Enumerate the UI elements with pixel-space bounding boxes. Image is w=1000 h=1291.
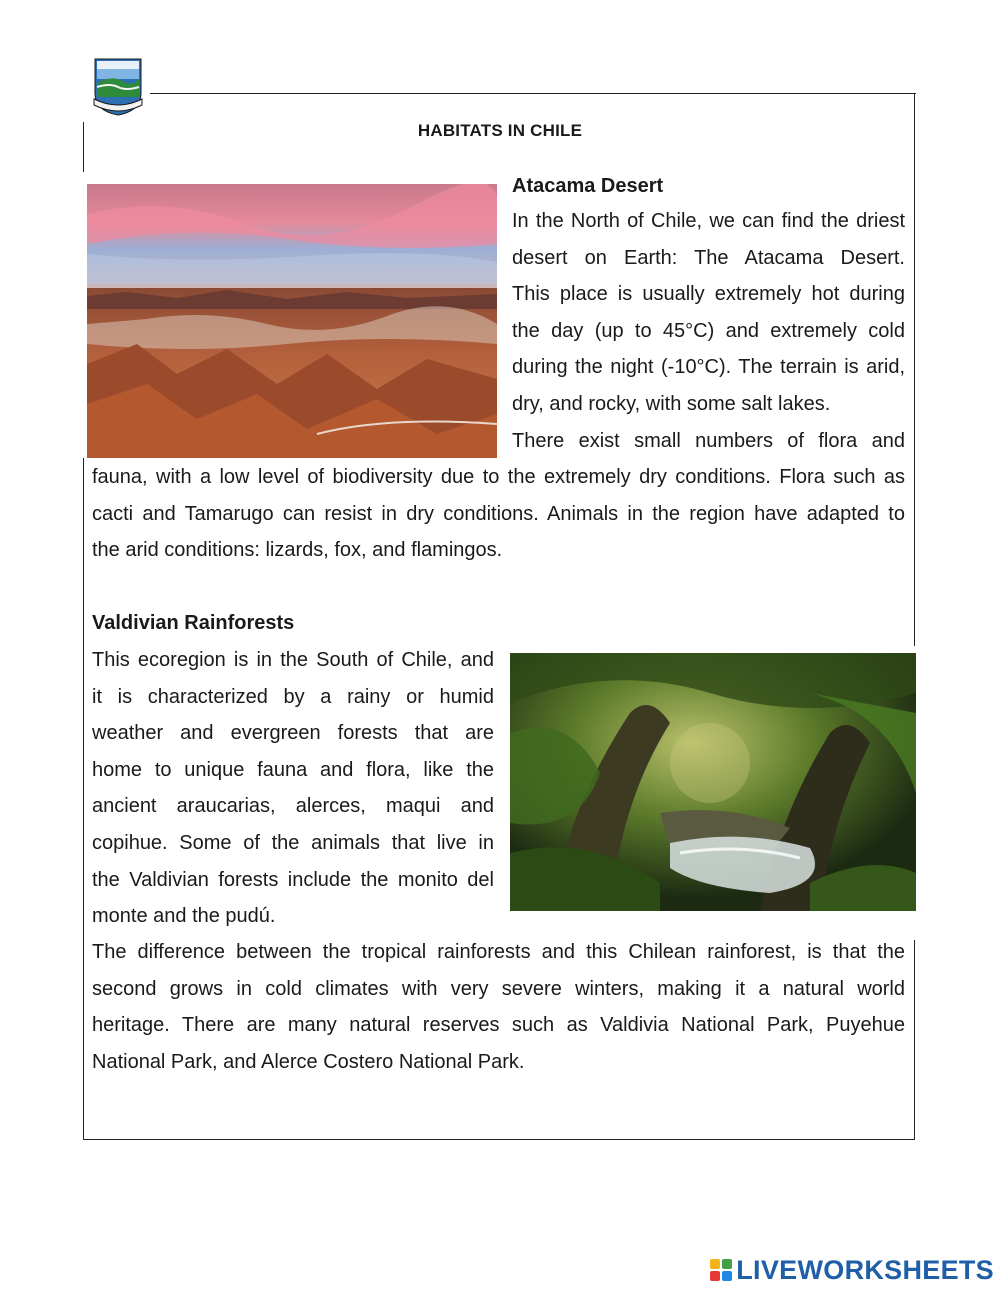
text-line: heritage. There are many natural reserves such as Valdivia National Park, Puyehue <box>92 1014 905 1037</box>
frame-bottom-line <box>83 1139 915 1140</box>
text-line: it is characterized by a rainy or humid <box>92 685 494 708</box>
text-line: during the night (-10°C). The terrain is arid, <box>512 356 905 379</box>
valdivian-rainforest-photo <box>510 653 916 911</box>
text-line: the day (up to 45°C) and extremely cold <box>512 319 905 342</box>
valdivian-rainforest-image <box>510 653 916 911</box>
text-line: the Valdivian forests include the monito del <box>92 868 494 891</box>
atacama-desert-photo <box>87 184 497 458</box>
valdivian-heading: Valdivian Rainforests <box>92 612 295 634</box>
text-line: home to unique fauna and flora, like the <box>92 758 494 781</box>
text-line: dry, and rocky, with some salt lakes. <box>512 392 831 415</box>
brand-text: LIVEWORKSHEETS <box>736 1254 994 1285</box>
valdivian-paragraph-full <box>92 934 905 1080</box>
atacama-heading: Atacama Desert <box>512 175 664 197</box>
text-line: In the North of Chile, we can find the driest <box>512 210 905 232</box>
text-line: This place is usually extremely hot during <box>512 283 905 306</box>
text-line: copihue. Some of the animals that live in <box>92 831 494 854</box>
atacama-desert-image <box>87 184 497 458</box>
atacama-paragraph-full <box>92 459 905 569</box>
liveworksheets-logo-icon <box>710 1259 732 1281</box>
text-line: second grows in cold climates with very severe winters, making it a natural world <box>92 977 905 1000</box>
atacama-paragraph-beside <box>512 203 905 459</box>
school-crest-icon <box>92 57 144 117</box>
text-line: weather and evergreen forests that are <box>92 722 494 745</box>
frame-right-line-upper <box>914 93 915 646</box>
text-line: ancient araucarias, alerces, maqui and <box>92 795 494 818</box>
page-title: HABITATS IN CHILE <box>417 121 583 140</box>
frame-top-line <box>150 93 916 94</box>
frame-left-line-main <box>83 458 84 1140</box>
text-line: desert on Earth: The Atacama Desert. <box>512 246 905 269</box>
frame-right-line-lower <box>914 940 915 1140</box>
text-line: fauna, with a low level of biodiversity due to the extremely dry conditions. Flora such as <box>92 466 905 488</box>
text-line: National Park, and Alerce Costero National Park. <box>92 1050 525 1073</box>
liveworksheets-brand[interactable] <box>710 1253 994 1287</box>
valdivian-paragraph-beside <box>92 642 494 935</box>
text-line: The difference between the tropical rainforests and this Chilean rainforest, is that the <box>92 941 905 963</box>
school-logo <box>92 57 144 117</box>
text-line: the arid conditions: lizards, fox, and flamingos. <box>92 539 503 562</box>
text-line: This ecoregion is in the South of Chile, and <box>92 649 494 671</box>
text-line: cacti and Tamarugo can resist in dry conditions. Animals in the region have adapted to <box>92 502 905 525</box>
text-line: There exist small numbers of flora and <box>512 429 905 452</box>
text-line: monte and the pudú. <box>92 905 276 928</box>
